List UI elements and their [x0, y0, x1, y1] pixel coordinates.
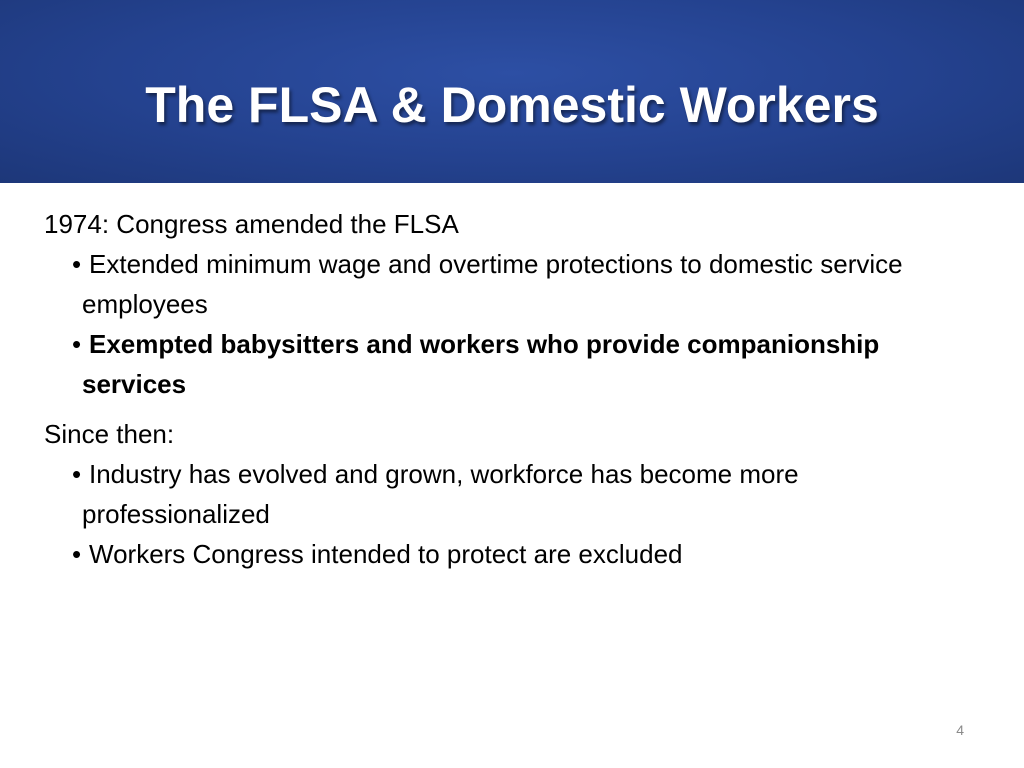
- bullet-icon: •: [72, 459, 82, 489]
- bullet-item: [72, 324, 974, 404]
- bullet-item: [72, 244, 974, 324]
- bullet-list: [44, 454, 974, 574]
- bullet-text: Extended minimum wage and overtime protections to domestic service employees: [82, 249, 903, 319]
- bullet-text: Industry has evolved and grown, workforce has become more professionalized: [82, 459, 799, 529]
- bullet-icon: •: [72, 249, 82, 279]
- section-heading: Since then:: [44, 419, 175, 449]
- bullet-text-emphasis: Exempted babysitters and workers who provide companionship services: [82, 329, 880, 399]
- slide-title: The FLSA & Domestic Workers: [145, 77, 879, 133]
- bullet-list: [44, 244, 974, 404]
- page-number: 4: [956, 722, 964, 738]
- section-since-then: [44, 414, 974, 574]
- bullet-icon: •: [72, 329, 82, 359]
- bullet-item: [72, 534, 974, 574]
- bullet-icon: •: [72, 539, 82, 569]
- slide-body: [44, 204, 974, 584]
- section-1974: [44, 204, 974, 404]
- bullet-text: Workers Congress intended to protect are excluded: [89, 539, 683, 569]
- section-heading: 1974: Congress amended the FLSA: [44, 209, 459, 239]
- bullet-item: [72, 454, 974, 534]
